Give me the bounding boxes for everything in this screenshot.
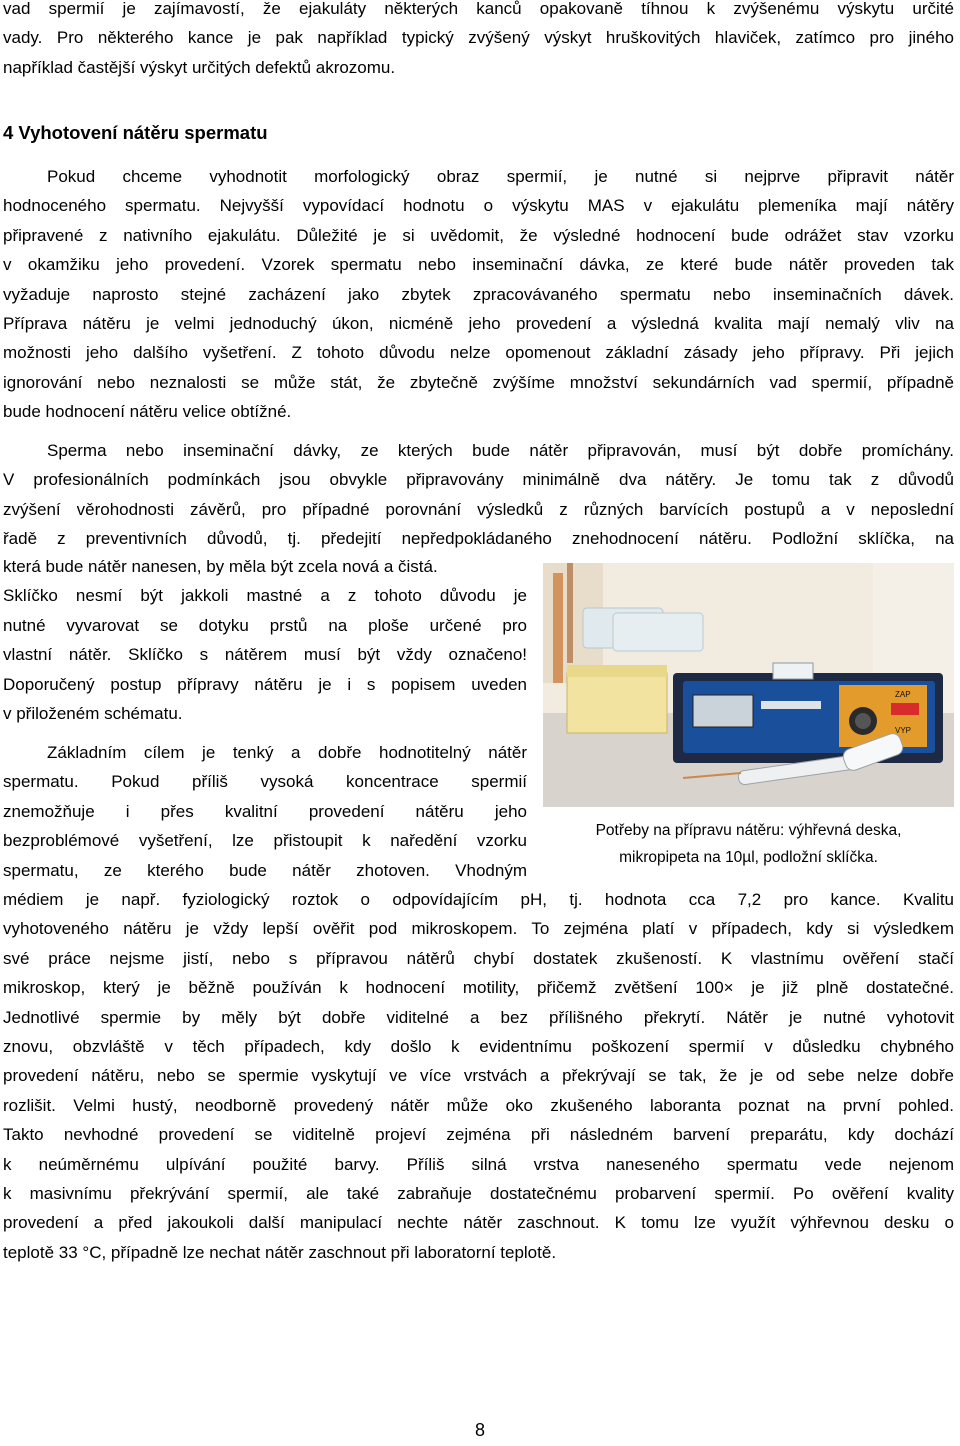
text-line: rozlišit. Velmi hustý, neodborně provedený nátěr může oko zkušeného laboranta poznat na první pohled. bbox=[3, 1095, 954, 1115]
text-line: k neúměrnému ulpívání použité barvy. Příliš silná vrstva naneseného spermatu vede nejenom bbox=[3, 1154, 954, 1174]
text-line: ignorování nebo neznalosti se může stát, že zbytečně zvýšíme množství sekundárních vad spermií, případně bbox=[3, 372, 954, 392]
text-line: V profesionálních podmínkách jsou obvykle připravovány minimálně dva nátěry. Je tomu tak z důvodů bbox=[3, 470, 954, 490]
text-line: Doporučený postup přípravy nátěru je i s popisem uveden bbox=[3, 674, 527, 694]
text-line: například častější výskyt určitých defektů akrozomu. bbox=[3, 57, 396, 77]
text-line: bezproblémové vyšetření, lze přistoupit k naředění vzorku bbox=[3, 831, 527, 851]
paragraph-3 bbox=[3, 738, 527, 885]
text-line: Takto nevhodné provedení se viditelně projeví zejména při následném barvení preparátu, kdy dochází bbox=[3, 1125, 954, 1145]
text-line: nutné vyvarovat se dotyku prstů na ploše určené pro bbox=[3, 615, 527, 635]
caption-line: Potřeby na přípravu nátěru: výhřevná deska, bbox=[595, 822, 902, 839]
vyp-label: VYP bbox=[895, 726, 912, 735]
text-line: která bude nátěr nanesen, by měla být zcela nová a čistá. bbox=[3, 557, 438, 576]
text-line: Pokud chceme vyhodnotit morfologický obraz spermií, je nutné si nejprve připravit nátěr bbox=[47, 167, 954, 186]
text-line: Základním cílem je tenký a dobře hodnotitelný nátěr bbox=[47, 743, 527, 762]
caption-line: mikropipeta na 10µl, podložní sklíčka. bbox=[619, 849, 878, 866]
text-line: médiem je např. fyziologický roztok o odpovídajícím pH, tj. hodnota cca 7,2 pro kance. Kvalitu bbox=[3, 890, 954, 909]
text-line: v okamžiku jeho provedení. Vzorek spermatu nebo inseminační dávka, ze které bude nátěr proveden tak bbox=[3, 255, 954, 275]
intro-paragraph bbox=[3, 0, 954, 82]
text-line: připravené z nativního ejakulátu. Důležité je si uvědomit, že výsledné hodnocení bude odrážet stav vzorku bbox=[3, 225, 954, 245]
text-line: znovu, obzvláště v těch případech, kdy došlo k evidentnímu poškození spermií v důsledku chybného bbox=[3, 1037, 954, 1057]
text-line: znemožňuje i přes kvalitní provedení nátěru jeho bbox=[3, 801, 527, 821]
text-line: vyžaduje naprosto stejné zacházení jako zbytek zpracovávaného spermatu nebo inseminačních dávek. bbox=[3, 284, 954, 304]
paragraph-1 bbox=[3, 162, 954, 427]
text-line: mikroskop, který je běžně používán k hodnocení motility, přičemž zvětšení 100× je již plně dostatečné. bbox=[3, 978, 954, 998]
text-line: vady. Pro některého kance je pak například typický zvýšený výskyt hruškovitých hlaviček, zatímco pro jiného bbox=[3, 28, 954, 48]
text-line: spermatu. Pokud příliš vysoká koncentrace spermií bbox=[3, 772, 527, 792]
text-line: Sklíčko nesmí být jakkoli mastné a z tohoto důvodu je bbox=[3, 586, 527, 606]
text-line: k masivnímu překrývání spermií, ale také zabraňuje dostatečnému probarvení spermií. Po ověření kvality bbox=[3, 1184, 954, 1204]
text-line: řadě z preventivních důvodů, tj. předejití nepředpokládaného znehodnocení nátěru. Podložní sklíčka, na bbox=[3, 529, 954, 549]
text-line: spermatu, ze kterého bude nátěr zhotoven. Vhodným bbox=[3, 860, 527, 880]
text-line: bude hodnocení nátěru velice obtížné. bbox=[3, 402, 292, 422]
text-line: vyhotoveného nátěru je vždy lepší ověřit pod mikroskopem. To zejména platí v případech, kdy si výsledkem bbox=[3, 919, 954, 939]
text-line: vlastní nátěr. Sklíčko s nátěrem musí být vždy označeno! bbox=[3, 645, 527, 665]
text-line: teplotě 33 °C, případně lze nechat nátěr zaschnout při laboratorní teplotě. bbox=[3, 1242, 557, 1262]
figure bbox=[543, 563, 954, 869]
equipment-illustration bbox=[543, 563, 954, 807]
text-line: možnosti jeho dalšího vyšetření. Z tohoto důvodu nelze opomenout základní zásady jeho přípravy. Při jejich bbox=[3, 343, 954, 363]
text-line: provedení nátěru, nebo se spermie vyskytují ve více vrstvách a překrývají se tak, že je od sebe nelze dobře bbox=[3, 1066, 954, 1086]
equipment-photo bbox=[543, 563, 954, 807]
zap-label: ZAP bbox=[895, 690, 911, 699]
text-line: v přiloženém schématu. bbox=[3, 704, 183, 724]
paragraph-2 bbox=[3, 436, 954, 554]
text-line: Příprava nátěru je velmi jednoduchý úkon, nicméně jeho provedení a výsledná kvalita mají nemalý vliv na bbox=[3, 314, 954, 334]
text-line: hodnoceného spermatu. Nejvyšší vypovídací hodnotu o výskytu MAS v ejakulátu plemeníka mají nátěry bbox=[3, 196, 954, 216]
text-line: vad spermií je zajímavostí, že ejakuláty některých kanců opakovaně tíhnou k zvýšenému výskytu určité bbox=[3, 0, 954, 18]
paragraph-2-column bbox=[3, 552, 527, 728]
paragraph-3-continued bbox=[3, 885, 954, 1267]
text-line: provedení a před jakoukoli další manipulací nechte nátěr zaschnout. K tomu lze využít výhřevnou desku o bbox=[3, 1213, 954, 1233]
figure-caption bbox=[543, 817, 954, 871]
text-line: Jednotlivé spermie by měly být dobře viditelné a bez přílišného překrytí. Nátěr je nutné vyhotovit bbox=[3, 1007, 954, 1027]
text-line: své práce nejsme jistí, nebo s přípravou nátěrů chybí dostatek zkušeností. K vlastnímu ověření stačí bbox=[3, 948, 954, 968]
page-number: 8 bbox=[474, 1420, 485, 1440]
section-heading: 4 Vyhotovení nátěru spermatu bbox=[3, 122, 268, 143]
text-line: zvýšení věrohodnosti závěrů, pro případné porovnání výsledků z různých barvících postupů a v neposlední bbox=[3, 499, 954, 519]
text-line: Sperma nebo inseminační dávky, ze kterých bude nátěr připravován, musí být dobře promíchány. bbox=[47, 441, 954, 460]
